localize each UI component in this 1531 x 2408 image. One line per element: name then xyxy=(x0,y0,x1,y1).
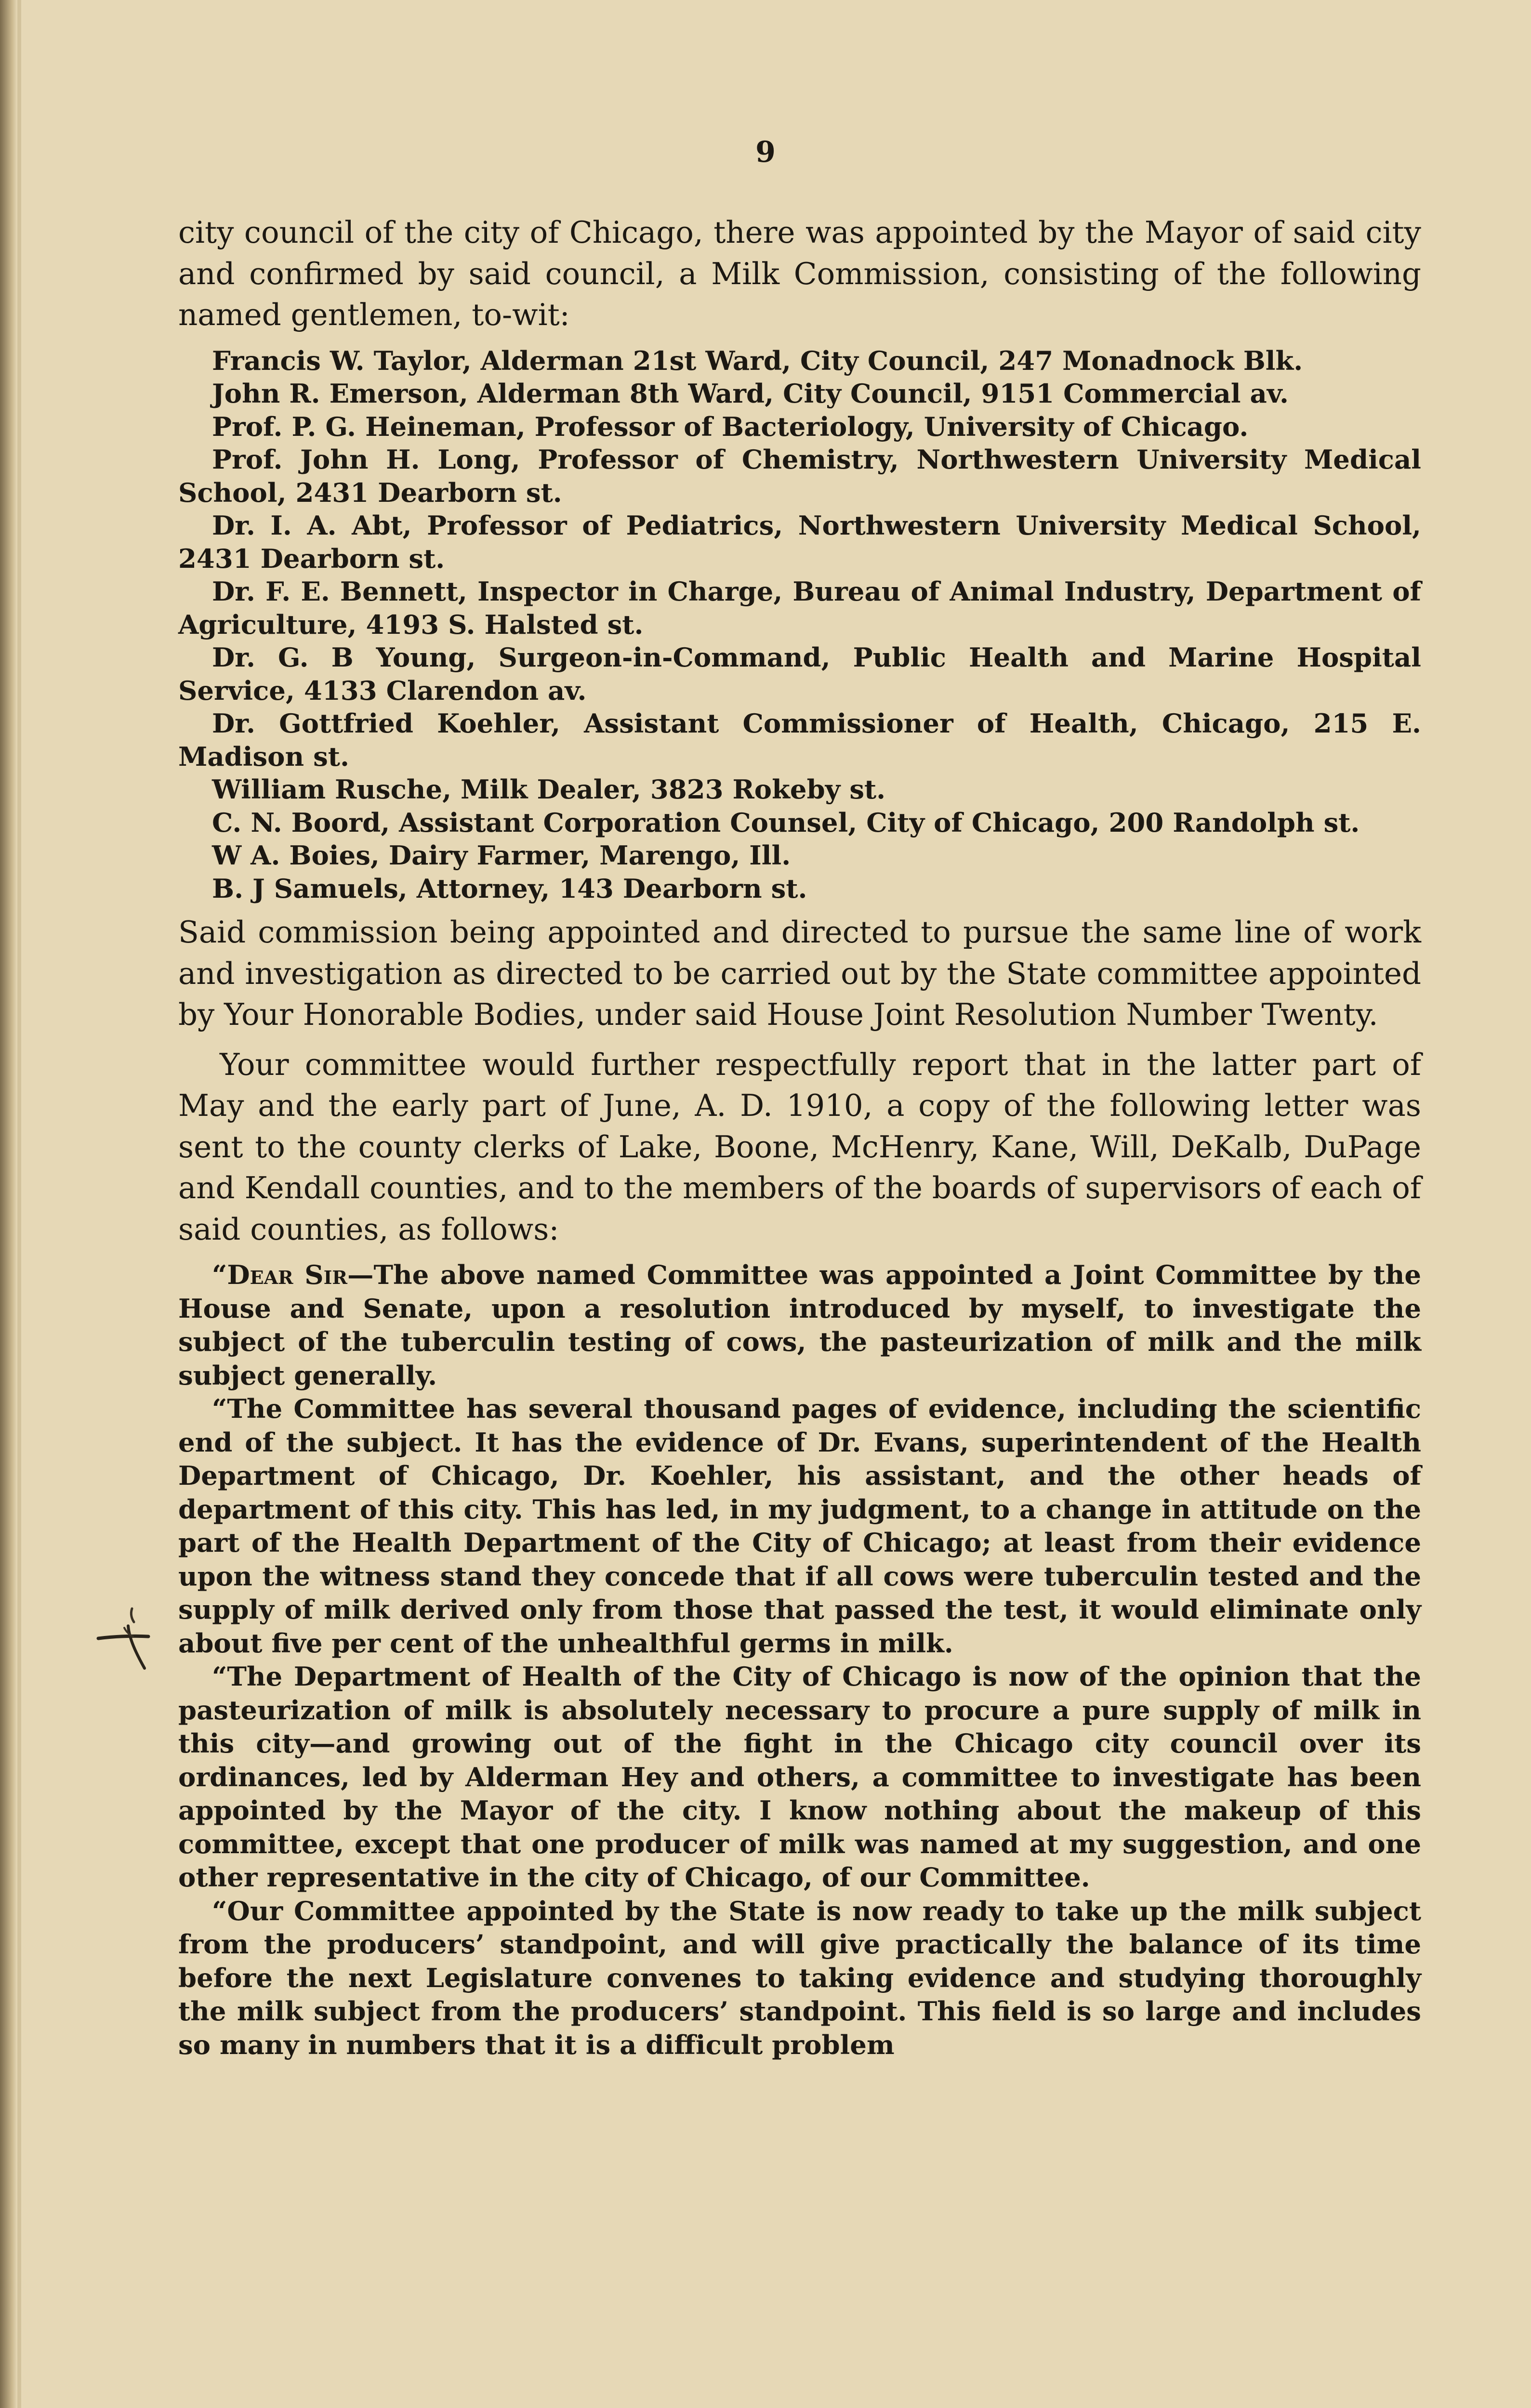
page-binding-edge xyxy=(17,0,21,2408)
list-item: Dr. G. B Young, Surgeon-in-Command, Public Health and Marine Hospital Service, 4133 Clarendon av. xyxy=(178,642,1421,706)
commission-member-list xyxy=(178,344,1421,905)
page-binding-shadow xyxy=(0,0,17,2408)
page-number: 9 xyxy=(755,135,776,169)
letter-intro-paragraph: Your committee would further respectfully report that in the latter part of May and the early part of June, A. D. 1910, a copy of the following letter was sent to the county clerks of Lake, Boone, McHenry, Kane, Will, DeKalb, DuPage and Kendall counties, and to the members of the boards of supervisors of each of said counties, as follows: xyxy=(178,1047,1421,1247)
page-body xyxy=(178,212,1421,2062)
letter-paragraph-4: “Our Committee appointed by the State is now ready to take up the milk subject from the producers’ standpoint, and will give practically the balance of its time before the next Legislature convenes to taking evidence and studying thoroughly the milk subject from the producers’ standpoint. This field is so large and includes so many in numbers that it is a difficult problem xyxy=(178,1895,1421,2060)
quoted-letter xyxy=(178,1258,1421,2062)
pencil-margin-mark-icon xyxy=(94,1605,152,1677)
list-item: C. N. Boord, Assistant Corporation Counsel, City of Chicago, 200 Randolph st. xyxy=(212,807,1360,838)
letter-paragraph-1-text: —The above named Committee was appointed a Joint Committee by the House and Senate, upon a resolution introduced by myself, to investigate the subject of the tuberculin testing of cows, the pasteurization of milk and the milk subject generally. xyxy=(178,1259,1421,1391)
list-item: William Rusche, Milk Dealer, 3823 Rokeby st. xyxy=(212,774,886,805)
list-item: John R. Emerson, Alderman 8th Ward, City Council, 9151 Commercial av. xyxy=(212,378,1289,409)
letter-paragraph-2: “The Committee has several thousand pages of evidence, including the scientific end of the subject. It has the evidence of Dr. Evans, superintendent of the Health Department of Chicago, Dr. Koehler, his assistant, and the other heads of department of this city. This has led, in my judgment, to a change in attitude on the part of the Health Department of the City of Chicago; at least from their evidence upon the witness stand they concede that if all cows were tuberculin tested and the supply of milk derived only from those that passed the test, it would eliminate only about five per cent of the unhealthful germs in milk. xyxy=(178,1393,1421,1659)
letter-paragraph-1 xyxy=(178,1258,1421,1392)
letter-paragraph-3: “The Department of Health of the City of Chicago is now of the opinion that the pasteurization of milk is absolutely necessary to procure a pure supply of milk in this city—and growing out of the fight in the Chicago city council over its ordinances, led by Alderman Hey and others, a committee to investigate has been appointed by the Mayor of the city. I know nothing about the makeup of this committee, except that one producer of milk was named at my suggestion, and one other representative in the city of Chicago, of our Committee. xyxy=(178,1661,1421,1893)
commission-paragraph: Said commission being appointed and directed to pursue the same line of work and investigation as directed to be carried out by the State committee appointed by Your Honorable Bodies, under said House Joint Resolution Number Twenty. xyxy=(178,915,1421,1032)
list-item: Francis W. Taylor, Alderman 21st Ward, City Council, 247 Monadnock Blk. xyxy=(212,345,1303,376)
list-item: W A. Boies, Dairy Farmer, Marengo, Ill. xyxy=(212,840,791,871)
letter-salutation: “Dear Sir xyxy=(212,1259,347,1290)
opening-paragraph: city council of the city of Chicago, there was appointed by the Mayor of said city and confirmed by said council, a Milk Commission, consisting of the following named gentlemen, to-wit: xyxy=(178,215,1421,332)
list-item: Dr. I. A. Abt, Professor of Pediatrics, Northwestern University Medical School, 2431 Dearborn st. xyxy=(178,510,1421,574)
list-item: B. J Samuels, Attorney, 143 Dearborn st. xyxy=(212,873,807,904)
list-item: Dr. Gottfried Koehler, Assistant Commissioner of Health, Chicago, 215 E. Madison st. xyxy=(178,708,1421,772)
list-item: Prof. P. G. Heineman, Professor of Bacteriology, University of Chicago. xyxy=(212,411,1249,442)
list-item: Prof. John H. Long, Professor of Chemistry, Northwestern University Medical School, 2431 Dearborn st. xyxy=(178,444,1421,508)
list-item: Dr. F. E. Bennett, Inspector in Charge, Bureau of Animal Industry, Department of Agriculture, 4193 S. Halsted st. xyxy=(178,576,1421,640)
